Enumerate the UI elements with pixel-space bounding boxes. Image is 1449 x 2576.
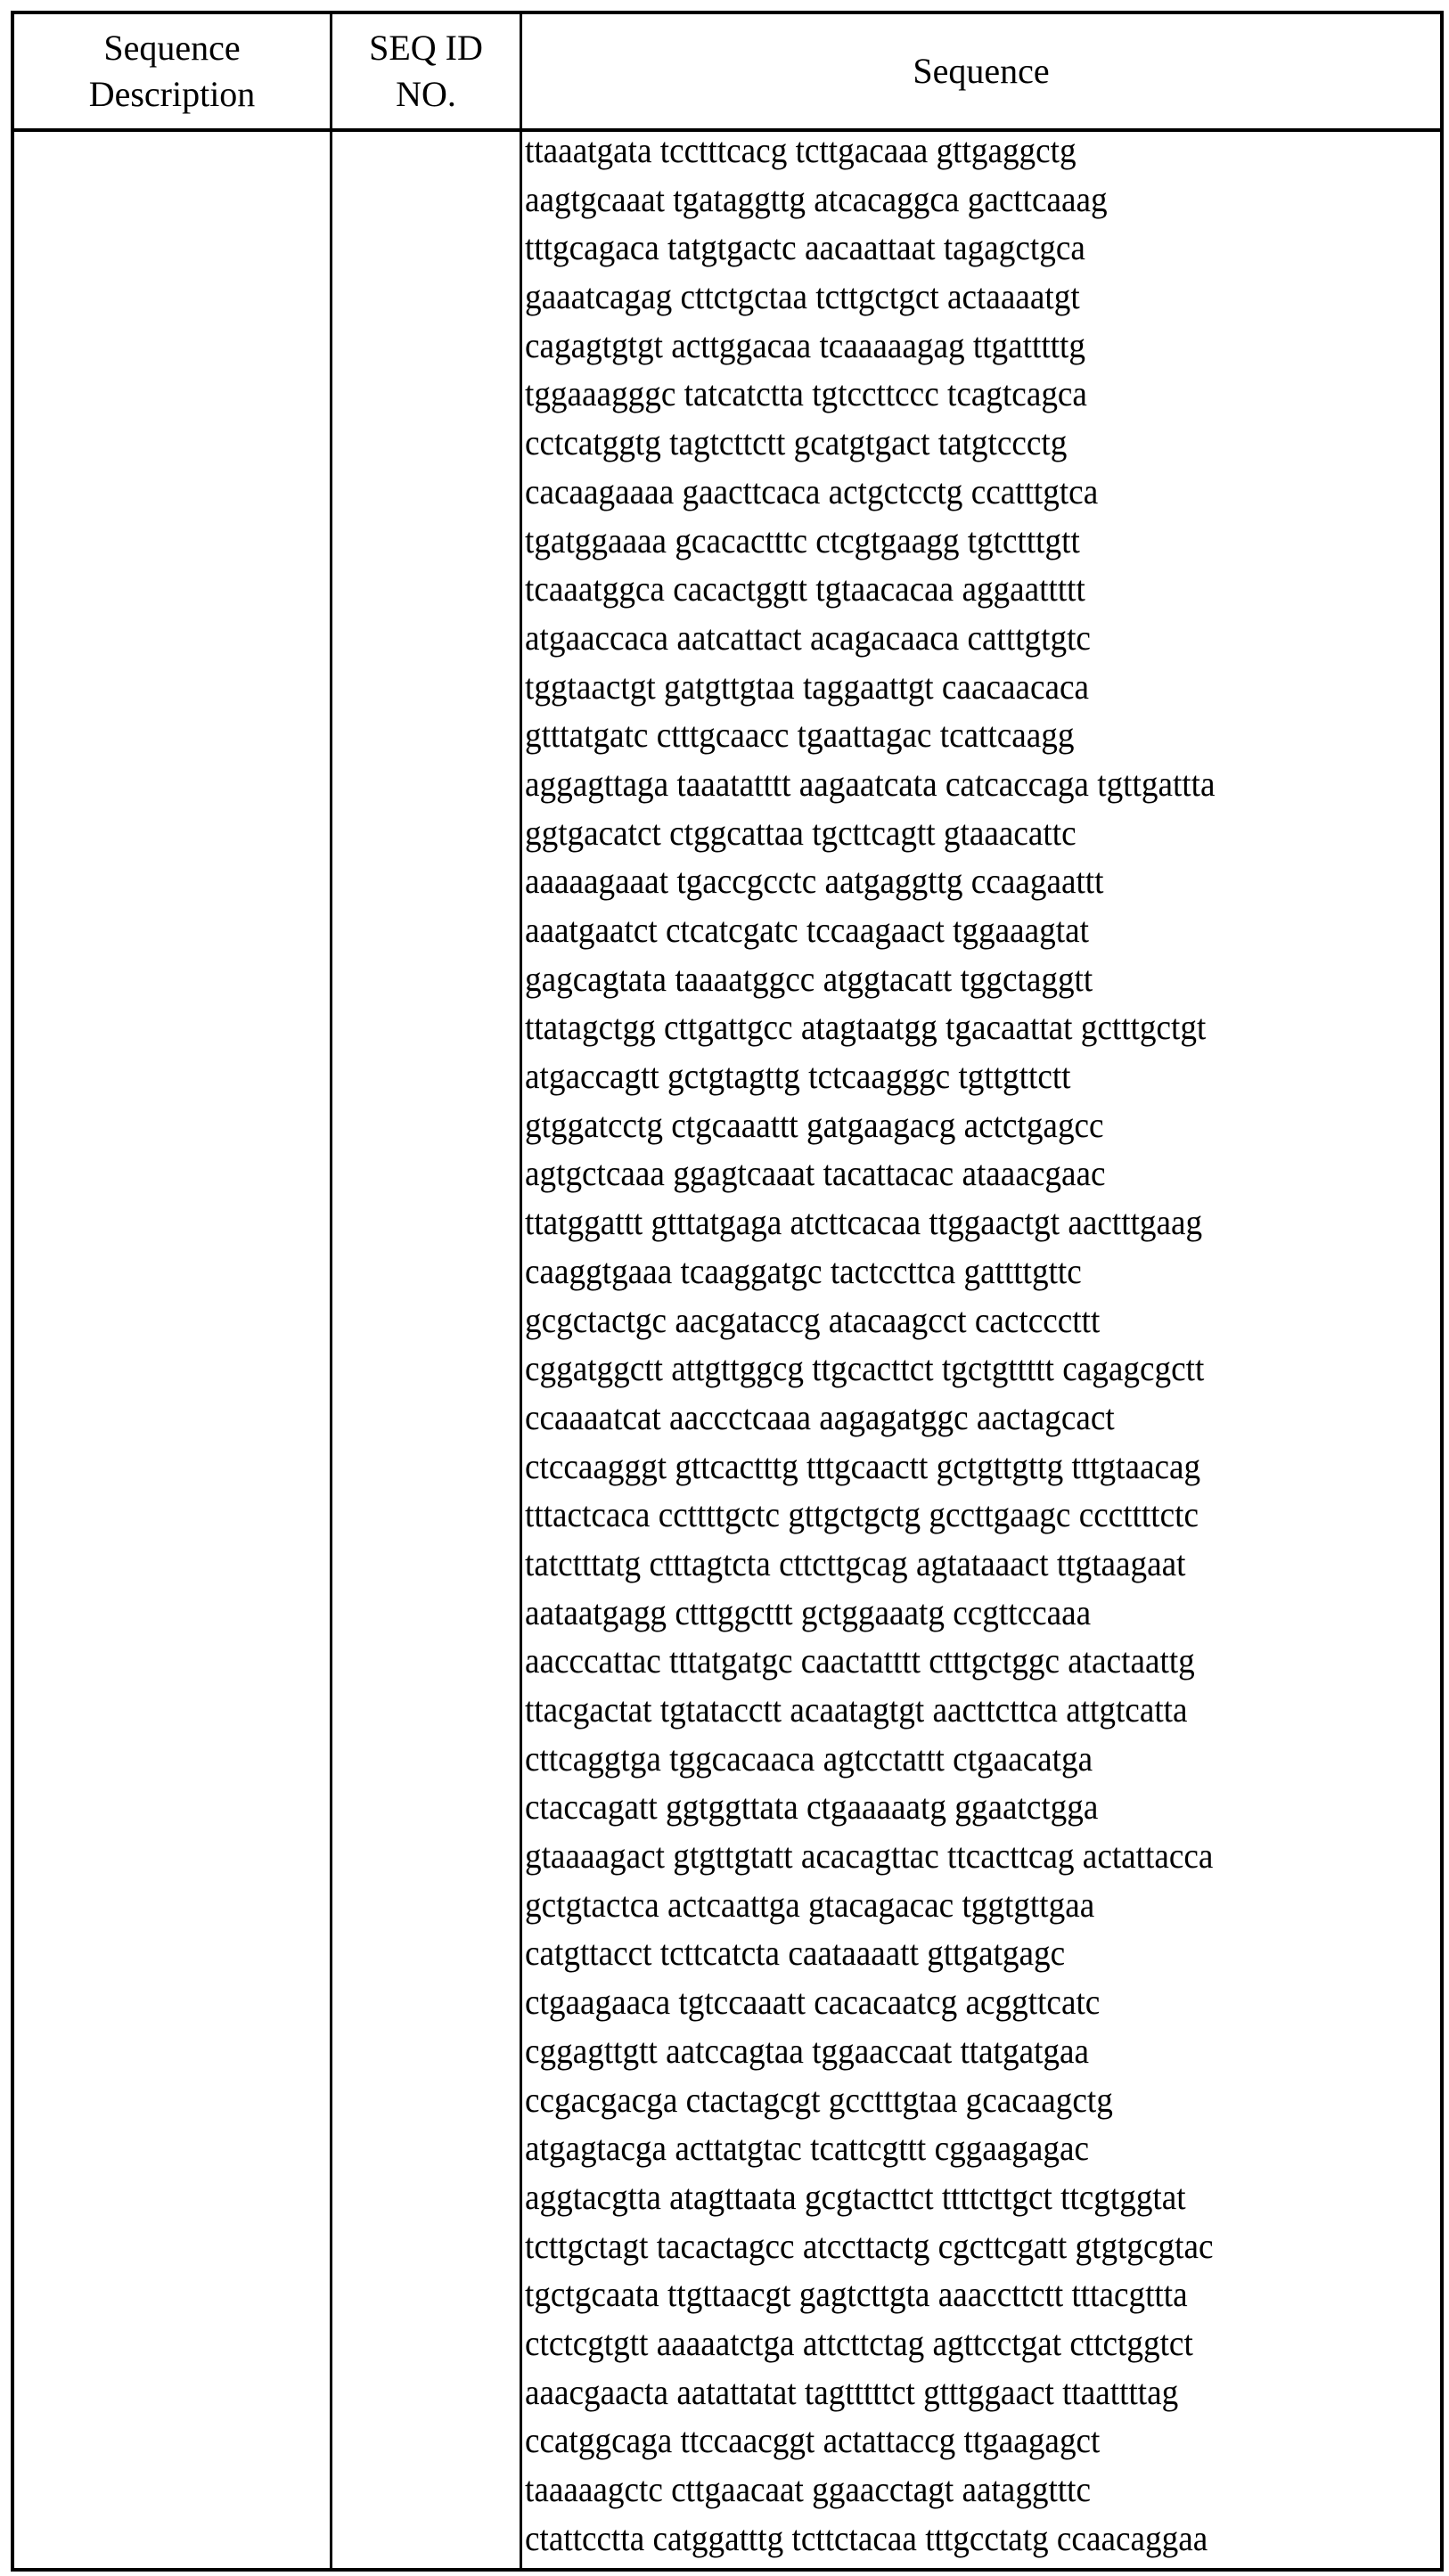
header-text: NO. [369,71,483,118]
sequence-line: tatctttatg ctttagtcta cttcttgcag agtataaact ttgtaagaat [525,1540,1376,1589]
sequence-line: cacaagaaaa gaacttcaca actgctcctg ccatttgtca [525,468,1376,517]
sequence-line: cttcaggtga tggcacaaca agtcctattt ctgaacatga [525,1735,1376,1784]
sequence-line: gcgctactgc aacgataccg atacaagcct cactcccttt [525,1296,1376,1345]
sequence-line: atgagtacga acttatgtac tcattcgttt cggaagagac [525,2124,1376,2173]
sequence-line: gtttatgatc ctttgcaacc tgaattagac tcattcaagg [525,711,1376,760]
sequence-line: ttacgactat tgtatacctt acaatagtgt aacttcttca attgtcatta [525,1686,1376,1735]
sequence-line: ccaaaatcat aaccctcaaa aagagatggc aactagcact [525,1394,1376,1443]
sequence-line: tggtaactgt gatgttgtaa taggaattgt caacaacaca [525,663,1376,712]
column-divider [330,14,332,2568]
sequence-line: aagtgcaaat tgataggttg atcacaggca gacttcaaag [525,176,1376,225]
sequence-line: ttatagctgg cttgattgcc atagtaatgg tgacaattat gctttgctgt [525,1003,1376,1052]
header-seq-id-no [332,14,520,128]
sequence-line: aggtacgtta atagttaata gcgtacttct ttttcttgct ttcgtggtat [525,2173,1376,2222]
sequence-line: ctattcctta catggatttg tcttctacaa tttgcctatg ccaacaggaa [525,2515,1376,2564]
sequence-line: aataatgagg ctttggcttt gctggaaatg ccgttccaaa [525,1589,1376,1638]
sequence-line: catgttacct tcttcatcta caataaaatt gttgatgagc [525,1929,1376,1978]
sequence-line: gctgtactca actcaattga gtacagacac tggtgttgaa [525,1881,1376,1930]
header-text: Description [89,71,256,118]
sequence-line: tgatggaaaa gcacactttc ctcgtgaagg tgtctttgtt [525,517,1376,566]
sequence-line: cggagttgtt aatccagtaa tggaaccaat ttatgatgaa [525,2027,1376,2076]
sequence-line: ggtgacatct ctggcattaa tgcttcagtt gtaaacattc [525,809,1376,858]
sequence-line: caaggtgaaa tcaaggatgc tactccttca gattttgttc [525,1247,1376,1296]
sequence-line: ctaccagatt ggtggttata ctgaaaaatg ggaatctgga [525,1783,1376,1832]
sequence-line: ccatggcaga ttccaacggt actattaccg ttgaagagct [525,2417,1376,2466]
sequence-line: ttaaatgata tcctttcacg tcttgacaaa gttgaggctg [525,127,1376,176]
sequence-line: tcttgctagt tacactagcc atccttactg cgcttcgatt gtgtgcgtac [525,2222,1376,2271]
sequence-line: ttatggattt gtttatgaga atcttcacaa ttggaactgt aactttgaag [525,1198,1376,1247]
sequence-line: tcaaatggca cacactggtt tgtaacacaa aggaattttt [525,565,1376,614]
sequence-line: ctctcgtgtt aaaaatctga attcttctag agttcctgat cttctggtct [525,2319,1376,2368]
sequence-line: agtgctcaaa ggagtcaaat tacattacac ataaacgaac [525,1149,1376,1198]
header-text: Sequence [913,48,1049,94]
sequence-line: atgaaccaca aatcattact acagacaaca catttgtgtc [525,614,1376,663]
sequence-line: aaatgaatct ctcatcgatc tccaagaact tggaaagtat [525,906,1376,955]
sequence-line: tttgcagaca tatgtgactc aacaattaat tagagctgca [525,224,1376,273]
sequence-line: atgaccagtt gctgtagttg tctcaagggc tgttgttctt [525,1052,1376,1101]
sequence-line: ctgaagaaca tgtccaaatt cacacaatcg acggttcatc [525,1978,1376,2027]
sequence-line: gaaatcagag cttctgctaa tcttgctgct actaaaatgt [525,273,1376,322]
sequence-line: cggatggctt attgttggcg ttgcacttct tgctgttttt cagagcgctt [525,1345,1376,1394]
sequence-cell [525,127,1440,2563]
sequence-line: gtaaaagact gtgttgtatt acacagttac ttcacttcag actattacca [525,1832,1376,1881]
sequence-line: tttactcaca ccttttgctc gttgctgctg gccttgaagc cccttttctc [525,1491,1376,1540]
header-text: Sequence [89,25,256,71]
sequence-line: taaaaagctc cttgaacaat ggaacctagt aataggtttc [525,2466,1376,2515]
sequence-line: tgctgcaata ttgttaacgt gagtcttgta aaaccttctt tttacgttta [525,2270,1376,2319]
sequence-line: cctcatggtg tagtcttctt gcatgtgact tatgtccctg [525,419,1376,468]
sequence-line: gtggatcctg ctgcaaattt gatgaagacg actctgagcc [525,1101,1376,1150]
sequence-line: aaaaagaaat tgaccgcctc aatgaggttg ccaagaattt [525,857,1376,906]
sequence-line: cagagtgtgt acttggacaa tcaaaaagag ttgatttttg [525,322,1376,371]
sequence-line: gagcagtata taaaatggcc atggtacatt tggctaggtt [525,955,1376,1004]
sequence-line: ctccaagggt gttcactttg tttgcaactt gctgttgttg tttgtaacag [525,1443,1376,1492]
sequence-line: aaacgaacta aatattatat tagtttttct gtttggaact ttaattttag [525,2368,1376,2417]
header-sequence-description [14,14,330,128]
sequence-line: aacccattac tttatgatgc caactatttt ctttgctggc atactaattg [525,1637,1376,1686]
header-sequence [522,14,1440,128]
sequence-line: aggagttaga taaatatttt aagaatcata catcaccaga tgttgattta [525,760,1376,809]
table-header [14,14,1440,132]
column-divider [520,14,522,2568]
sequence-line: ccgacgacga ctactagcgt gcctttgtaa gcacaagctg [525,2076,1376,2125]
sequence-line: tggaaagggc tatcatctta tgtccttccc tcagtcagca [525,370,1376,419]
header-text: SEQ ID [369,25,483,71]
